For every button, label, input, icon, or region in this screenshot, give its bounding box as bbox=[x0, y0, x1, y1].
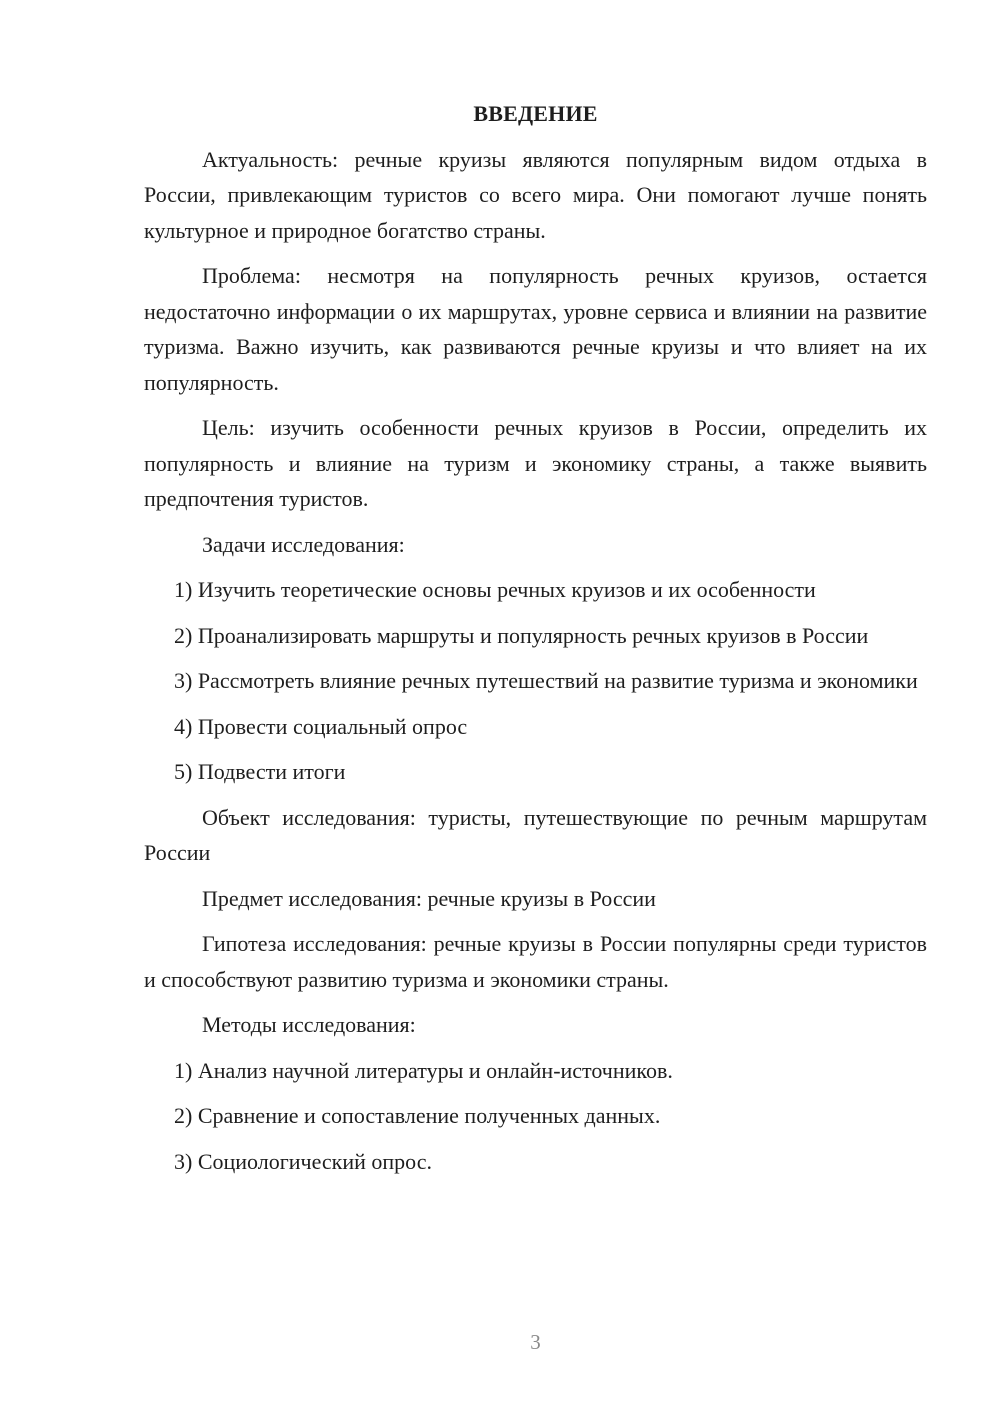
subject-paragraph: Предмет исследования: речные круизы в России bbox=[202, 885, 656, 911]
page-number: 3 bbox=[530, 1330, 541, 1354]
task-item: 5) Подвести итоги bbox=[174, 759, 346, 784]
page-content bbox=[144, 96, 927, 1189]
tasks-heading: Задачи исследования: bbox=[202, 531, 405, 557]
section-title: ВВЕДЕНИЕ bbox=[473, 101, 598, 126]
method-item: 1) Анализ научной литературы и онлайн-источников. bbox=[174, 1057, 673, 1083]
method-item: 3) Социологический опрос. bbox=[174, 1148, 432, 1174]
object-paragraph: Объект исследования: туристы, путешествующие по речным маршрутам России bbox=[144, 804, 927, 865]
problem-paragraph: Проблема: несмотря на популярность речных круизов, остается недостаточно информации о их маршрутах, уровне сервиса и влиянии на развитие туризма. Важно изучить, как развиваются речные круизы и что влияет на их популярность. bbox=[144, 263, 927, 395]
methods-heading: Методы исследования: bbox=[202, 1012, 416, 1037]
goal-paragraph: Цель: изучить особенности речных круизов в России, определить их популярность и влияние на туризм и экономику страны, а также выявить предпочтения туристов. bbox=[144, 415, 927, 511]
method-item: 2) Сравнение и сопоставление полученных данных. bbox=[174, 1103, 661, 1128]
task-item: 4) Провести социальный опрос bbox=[174, 713, 468, 739]
task-item: 2) Проанализировать маршруты и популярность речных круизов в России bbox=[174, 622, 869, 648]
hypothesis-paragraph: Гипотеза исследования: речные круизы в России популярны среди туристов и способствуют развитию туризма и экономики страны. bbox=[144, 931, 927, 992]
task-item: 3) Рассмотреть влияние речных путешествий на развитие туризма и экономики bbox=[174, 668, 918, 693]
relevance-paragraph: Актуальность: речные круизы являются популярным видом отдыха в России, привлекающим туристов со всего мира. Они помогают лучше понять культурное и природное богатство страны. bbox=[144, 146, 927, 243]
task-item: 1) Изучить теоретические основы речных круизов и их особенности bbox=[174, 577, 816, 602]
